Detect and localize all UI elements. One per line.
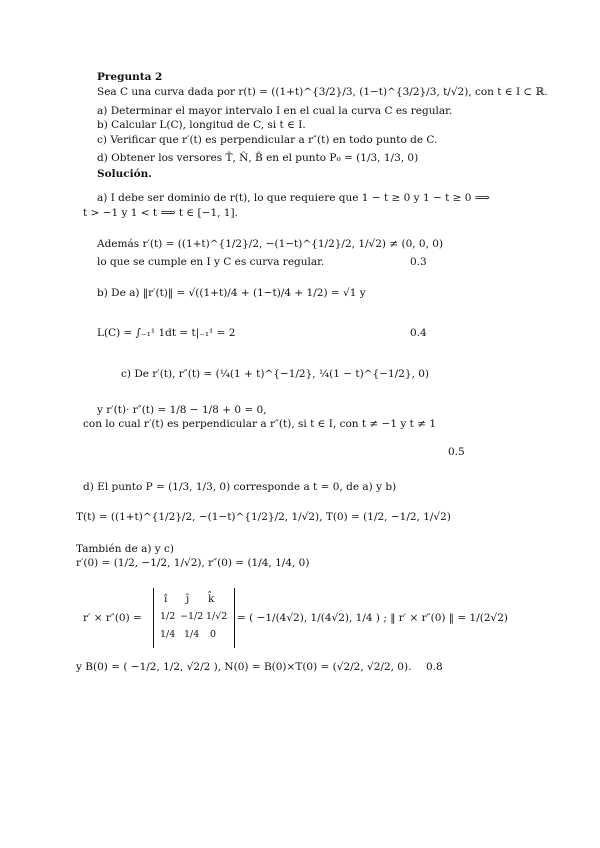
det-cell: ĵ	[186, 593, 190, 605]
statement-line: Sea C una curva dada por r(t) = ((1+t)^{3/2}/3, (1−t)^{3/2}/3, t/√2), con t ∈ I ⊂ ℝ.	[97, 86, 548, 98]
part-c-line: c) De r′(t), r″(t) = (¼(1 + t)^{−1/2}, ¼(1 − t)^{−1/2}, 0)	[121, 368, 430, 380]
det-cell: 0	[210, 629, 217, 640]
score-a: 0.3	[410, 256, 427, 268]
cross-product-label: r′ × r″(0) =	[83, 612, 142, 624]
cross-product-result: = ( −1/(4√2), 1/(4√2), 1/4 ) ; ‖ r′ × r″(0) ‖ = 1/(2√2)	[237, 612, 508, 624]
part-b-line: L(C) = ∫₋₁¹ 1dt = t|₋₁¹ = 2	[97, 327, 236, 339]
det-cell: k̂	[208, 593, 215, 605]
part-a-line: Además r′(t) = ((1+t)^{1/2}/2, −(1−t)^{1/2}/2, 1/√2) ≠ (0, 0, 0)	[97, 238, 444, 250]
part-b-line: b) De a) ‖r′(t)‖ = √((1+t)/4 + (1−t)/4 + 1/2) = √1 y	[97, 287, 366, 299]
det-cell: î	[164, 593, 168, 605]
score-c: 0.5	[448, 446, 465, 458]
score-d: 0.8	[426, 661, 443, 673]
part-a-line: lo que se cumple en I y C es curva regular.	[97, 256, 325, 268]
det-cell: 1/4	[160, 629, 176, 640]
statement-line: a) Determinar el mayor intervalo I en el cual la curva C es regular.	[97, 105, 453, 117]
score-b: 0.4	[410, 327, 427, 339]
question-heading: Pregunta 2	[97, 71, 163, 83]
part-d-line: y B(0) = ( −1/2, 1/2, √2/2 ), N(0) = B(0)×T(0) = (√2/2, √2/2, 0).	[76, 661, 412, 673]
part-c-line: y r′(t)· r″(t) = 1/8 − 1/8 + 0 = 0,	[97, 404, 267, 416]
part-d-line: También de a) y c)	[76, 543, 175, 555]
det-cell: 1/2	[160, 611, 176, 622]
part-a-line: t > −1 y 1 < t ⟹ t ∈ [−1, 1].	[83, 207, 238, 219]
determinant	[153, 588, 235, 648]
det-cell: 1/√2	[206, 611, 228, 622]
det-cell: 1/4	[184, 629, 200, 640]
statement-line: b) Calcular L(C), longitud de C, si t ∈ I.	[97, 119, 306, 131]
part-c-line: con lo cual r′(t) es perpendicular a r″(t), si t ∈ I, con t ≠ −1 y t ≠ 1	[83, 418, 437, 430]
part-a-line: a) I debe ser dominio de r(t), lo que requiere que 1 − t ≥ 0 y 1 − t ≥ 0 ⟹	[97, 192, 490, 204]
statement-line: c) Verificar que r′(t) es perpendicular a r″(t) en todo punto de C.	[97, 134, 438, 146]
part-d-line: d) El punto P = (1/3, 1/3, 0) corresponde a t = 0, de a) y b)	[83, 481, 397, 493]
det-cell: −1/2	[180, 611, 204, 622]
solution-heading: Solución.	[97, 168, 152, 180]
part-d-line: r′(0) = (1/2, −1/2, 1/√2), r″(0) = (1/4, 1/4, 0)	[76, 557, 310, 569]
part-d-line: T(t) = ((1+t)^{1/2}/2, −(1−t)^{1/2}/2, 1/√2), T(0) = (1/2, −1/2, 1/√2)	[76, 511, 451, 523]
statement-line: d) Obtener los versores T̂, N̂, B̂ en el punto P₀ = (1/3, 1/3, 0)	[97, 152, 419, 164]
